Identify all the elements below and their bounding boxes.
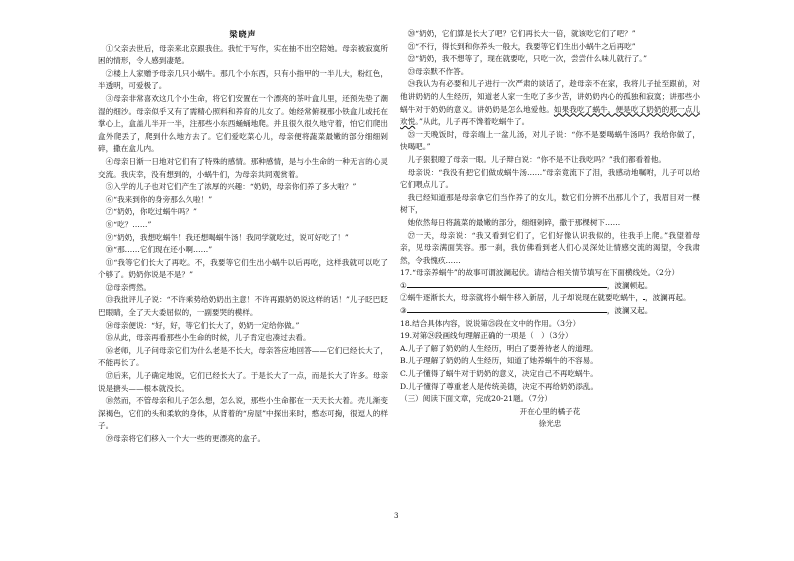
option: D.儿子懂得了尊重老人是传统美德，决定不再给奶奶添乱。	[400, 381, 599, 391]
option: C.儿子懂得了蜗牛对于奶奶的意义，决定自己不再吃蜗牛。	[400, 369, 598, 379]
article-author: 梁晓声	[229, 29, 257, 39]
option: B.儿子理解了奶奶的人生经历，知道了她养蜗牛的不容易。	[400, 356, 598, 366]
section-3-heading: （三）阅读下面文章，完成20-21题。（7分）	[400, 394, 553, 404]
answer-line-1[interactable]	[407, 287, 607, 288]
paragraph: ㉗一天，母亲说：“我又看到它们了，它们好像认识我似的，往我手上爬。”我望着母亲，见母亲满面笑容。那一刹，我仿佛看到老人们心灵深处让情感交流的渴望，令我肃然，令我愧疚……	[400, 230, 700, 265]
option: A.儿子了解了奶奶的人生经历，明白了要善待老人的道理。	[400, 343, 598, 353]
q17-1-suffix: ，波澜顿起。	[606, 280, 653, 290]
paragraph: ⑯老师，儿子问母亲它们为什么老是不长大，母亲答应地回答——它们已经长大了，不能再长了。	[98, 345, 388, 368]
paragraph: ⑭母亲便说：“好，好，等它们长大了，奶奶一定给你做。”	[105, 320, 300, 330]
paragraph-24	[400, 78, 700, 128]
right-column	[400, 28, 700, 431]
question-19: 19.对第㉔段画线句理解正确的一项是（ ）（3分）	[400, 331, 573, 341]
q17-3-suffix: ，波澜又起。	[606, 306, 653, 316]
paragraph: ⑫母亲愕然。	[105, 282, 152, 292]
paragraph: ㉓母亲默不作答。	[407, 66, 469, 76]
paragraph: ⑥“我来到你的身旁那么久啦！”	[105, 194, 213, 204]
q17-1-label: ①	[400, 280, 407, 290]
paragraph: ③母亲非常喜欢这几个小生命，将它们安置在一个漂亮的茶叶盒儿里，还预先垫了潮湿的细沙。母亲似乎又有了需精心照料和养育的儿女了。她经常俯视那小铁盒儿或托在掌心上，盒盖儿半开一半，注那些小东西蛹蛹地爬。并且很久很久地守着，怕它们爬出盒外爬丢了，爬到什么地方去了。它们爱吃菜心儿，母亲便将蔬菜最嫩的部分细细剁碎，撒在盒儿内。	[98, 93, 388, 154]
paragraph: 母亲说：“我没有把它们做成蜗牛汤……”母亲竟流下了泪，我感动地嘱咐，儿子可以给它们喂点儿了。	[400, 167, 700, 190]
q19-options	[400, 343, 700, 393]
paragraph-24-text: ㉔我认为有必要和儿子进行一次严肃的谈话了，趁母亲不在家，我将儿子扯至跟前，对他讲奶奶的人生经历，知道老人家一生吃了多少苦，讲奶奶内心的孤独和寂寞；讲那些小蜗牛对于奶奶的意义。讲奶奶是怎么地爱他。	[400, 79, 700, 114]
paragraph: ④母亲日渐一日地对它们有了特殊的感情。那种感情，是与小生命的一种无言的心灵交流。我庆幸，没有想到的，小蜗牛们，为母亲共同观赏着。	[98, 156, 388, 179]
article-title: 开在心里的橘子花	[519, 406, 581, 416]
paragraph: ⑲母亲将它们移入一个大一些的更漂亮的盒子。	[105, 434, 266, 443]
left-paragraphs	[98, 43, 388, 446]
right-paragraphs-a	[400, 28, 700, 78]
answer-line-3[interactable]	[407, 312, 607, 313]
q17-2-suffix: ，波澜再起。	[645, 293, 691, 303]
paragraph: ⑦“奶奶，你吃过蜗牛吗？”	[105, 207, 197, 217]
question-18: 18.结合具体内容，说说第㉕段在文中的作用。（3分）	[400, 318, 581, 328]
paragraph: ⑳“奶奶，它们算是长大了吧？它们再长大一倍，就该吃它们了吧？”	[407, 29, 636, 38]
paragraph: ㉒“奶奶，我不想等了，现在就要吃，只吃一次，尝尝什么味儿就行了。”	[407, 54, 647, 64]
paragraph: ⑱然而，不管母亲和儿子怎么想，怎么说，那些小生命都在一天天长大着。壳儿渐变深褐色，它们的头和柔软的身体，从背着的“房屋”中探出来时，憨态可掬，很逗人的样子。	[98, 396, 388, 431]
page-number: 3	[394, 512, 399, 520]
question-17: 17.“母亲养蜗牛”的故事可谓波澜起伏。请结合相关情节填写在下面横线处。（2分）	[400, 268, 680, 278]
q17-blank-1	[400, 280, 700, 293]
paragraph-24-end: 。”从此，儿子再不馋着吃蜗牛了。	[415, 117, 530, 127]
q17-blank-3	[400, 305, 700, 318]
article-author-2: 徐光忠	[538, 419, 562, 429]
q17-blank-2	[400, 292, 700, 305]
paragraph: 儿子狠狠瞪了母亲一眼。儿子辩白说：“你不是不让我吃吗？”我们都看着他。	[407, 154, 666, 164]
paragraph: ⑧“吃？……”	[105, 219, 152, 229]
right-paragraphs-b	[400, 129, 700, 268]
left-column	[98, 28, 388, 446]
paragraph: ⑨“奶奶，我想吃蜗牛！我还想喝蜗牛汤！我同学就吃过，说可好吃了！”	[105, 232, 349, 242]
paragraph: ⑮从此，母亲再看那些小生命的时候，儿子肯定也凑过去看。	[105, 333, 311, 343]
paragraph: ㉕一天晚饭时，母亲端上一盆儿汤，对儿子说：“你不是要喝蜗牛汤吗？我给你做了，快喝吧。”	[400, 129, 700, 152]
paragraph: ⑰后来，儿子确定地说，它们已经长大了。于是长大了一点，而是长大了许多。母亲说是搪头——根本就没长。	[98, 371, 388, 393]
paragraph: 她依然每日将蔬菜的最嫩的部分，细细剁碎，撒于那棵树下……	[407, 217, 621, 227]
paragraph: ⑩“那……它们现在还小啊……”	[105, 245, 213, 255]
paragraph: ㉑“不行，得长到和你养头一般大，我要等它们生出小蜗牛之后再吃”	[407, 41, 636, 51]
paragraph: ⑬我批评儿子说：“不许乘势给奶奶出主意！不许再跟奶奶说这样的话！”儿子眨巴眨巴眼睛，全了天大委屈似的，一副要哭的模样。	[98, 295, 388, 318]
q17-3-label: ③	[400, 306, 407, 316]
q17-2-label: ②蜗牛逐渐长大，母亲就将小蜗牛移入新居，儿子却说现在就要吃蜗牛，	[400, 293, 643, 303]
paragraph: 我已经知道那是母亲拿它们当作养了的女儿，数它们分辨不出那儿个了，我眉目对一棵树下，	[400, 192, 700, 215]
underlined-sentence: 如果我吃了蜗牛，便是吃了奶奶的那一点儿欢悦	[400, 104, 701, 127]
paragraph: ①父亲去世后，母亲来北京跟我住。我忙于写作，实在抽不出空陪她。母亲被寂寞所困的情形，令人感到凄楚。	[98, 43, 388, 66]
paragraph: ⑪“我等它们长大了再吃。不，我要等它们生出小蜗牛以后再吃，这样我就可以吃了个够了。奶奶你说是不是？”	[98, 257, 388, 280]
paragraph: ⑤入学的儿子也对它们产生了浓厚的兴趣：“奶奶，母亲你们养了多大啦？”	[105, 182, 357, 192]
paragraph: ②楼上人家赠予母亲几只小蜗牛。那几个小东西，只有小指甲的一半儿大，粉红色，半透明，可爱极了。	[98, 68, 388, 91]
